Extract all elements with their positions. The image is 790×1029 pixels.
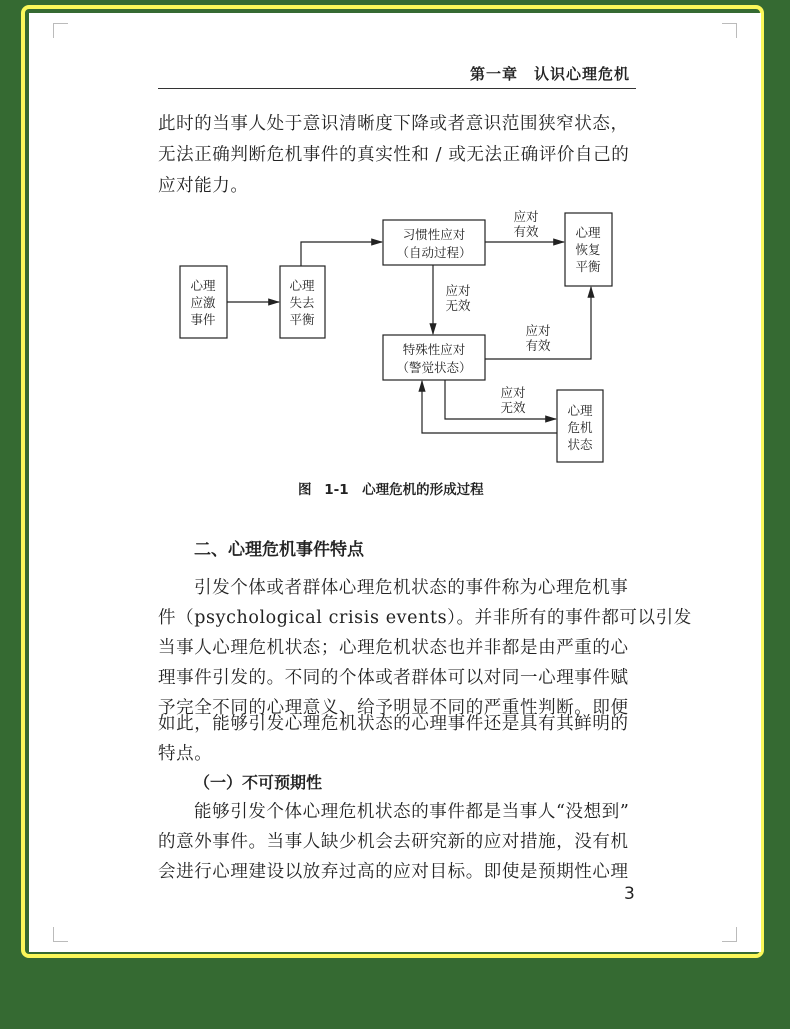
edge-label: 应对: [500, 385, 526, 400]
body-line: 会进行心理建设以放弃过高的应对目标。即使是预期性心理: [158, 862, 629, 882]
running-header: 第一章 认识心理危机: [470, 65, 631, 83]
box-text: 心理: [567, 403, 593, 418]
box-text: 应激: [190, 295, 216, 310]
box-text: 平衡: [575, 259, 601, 274]
box-text: 事件: [190, 312, 216, 327]
edge-label: 应对: [513, 209, 539, 224]
body-line: 予完全不同的心理意义、给予明显不同的严重性判断。即便: [158, 698, 629, 718]
section-title: 二、心理危机事件特点: [194, 540, 364, 560]
page-number: 3: [624, 884, 635, 904]
box-text: 失去: [289, 295, 315, 310]
edge-label: 无效: [445, 298, 471, 313]
body-line: 的意外事件。当事人缺少机会去研究新的应对措施，没有机: [158, 832, 629, 852]
body-line: 当事人心理危机状态；心理危机状态也并非都是由严重的心: [158, 638, 629, 658]
edge-label: 应对: [445, 283, 471, 298]
box-text: 危机: [567, 420, 593, 435]
edge-label: 应对: [525, 323, 551, 338]
crisis-flow-diagram: [0, 0, 790, 480]
box-text: 心理: [190, 278, 216, 293]
arrow: [301, 242, 382, 266]
body-line: 如此，能够引发心理危机状态的心理事件还是具有其鲜明的: [158, 714, 629, 734]
body-line: 引发个体或者群体心理危机状态的事件称为心理危机事: [194, 578, 629, 598]
edge-label: 有效: [525, 338, 551, 353]
crop-mark: [722, 927, 737, 942]
arrow: [422, 381, 557, 433]
body-line: 件（psychological crisis events）。并非所有的事件都可以引发: [158, 608, 692, 628]
box-text: 心理: [575, 225, 601, 240]
intro-line: 应对能力。: [158, 176, 249, 196]
body-line: 理事件引发的。不同的个体或者群体可以对同一心理事件赋: [158, 668, 629, 688]
body-line: 能够引发个体心理危机状态的事件都是当事人“没想到”: [194, 802, 630, 822]
box-text: 特殊性应对: [402, 342, 466, 357]
box-text: 恢复: [575, 242, 601, 257]
subsection-title: （一）不可预期性: [194, 773, 323, 792]
intro-line: 此时的当事人处于意识清晰度下降或者意识范围狭窄状态，: [158, 114, 629, 134]
edge-label: 无效: [500, 400, 526, 415]
box-text: 状态: [567, 437, 593, 452]
box-text: 心理: [289, 278, 315, 293]
crop-mark: [53, 927, 68, 942]
box-text: 平衡: [289, 312, 315, 327]
edge-label: 有效: [513, 224, 539, 239]
box-text: （自动过程）: [396, 245, 472, 260]
intro-line: 无法正确判断危机事件的真实性和 / 或无法正确评价自己的: [158, 145, 630, 165]
box-text: （警觉状态）: [396, 360, 472, 375]
figure-caption: 图 1-1 心理危机的形成过程: [298, 482, 484, 498]
body-line: 特点。: [158, 744, 213, 764]
box-text: 习惯性应对: [402, 227, 466, 242]
